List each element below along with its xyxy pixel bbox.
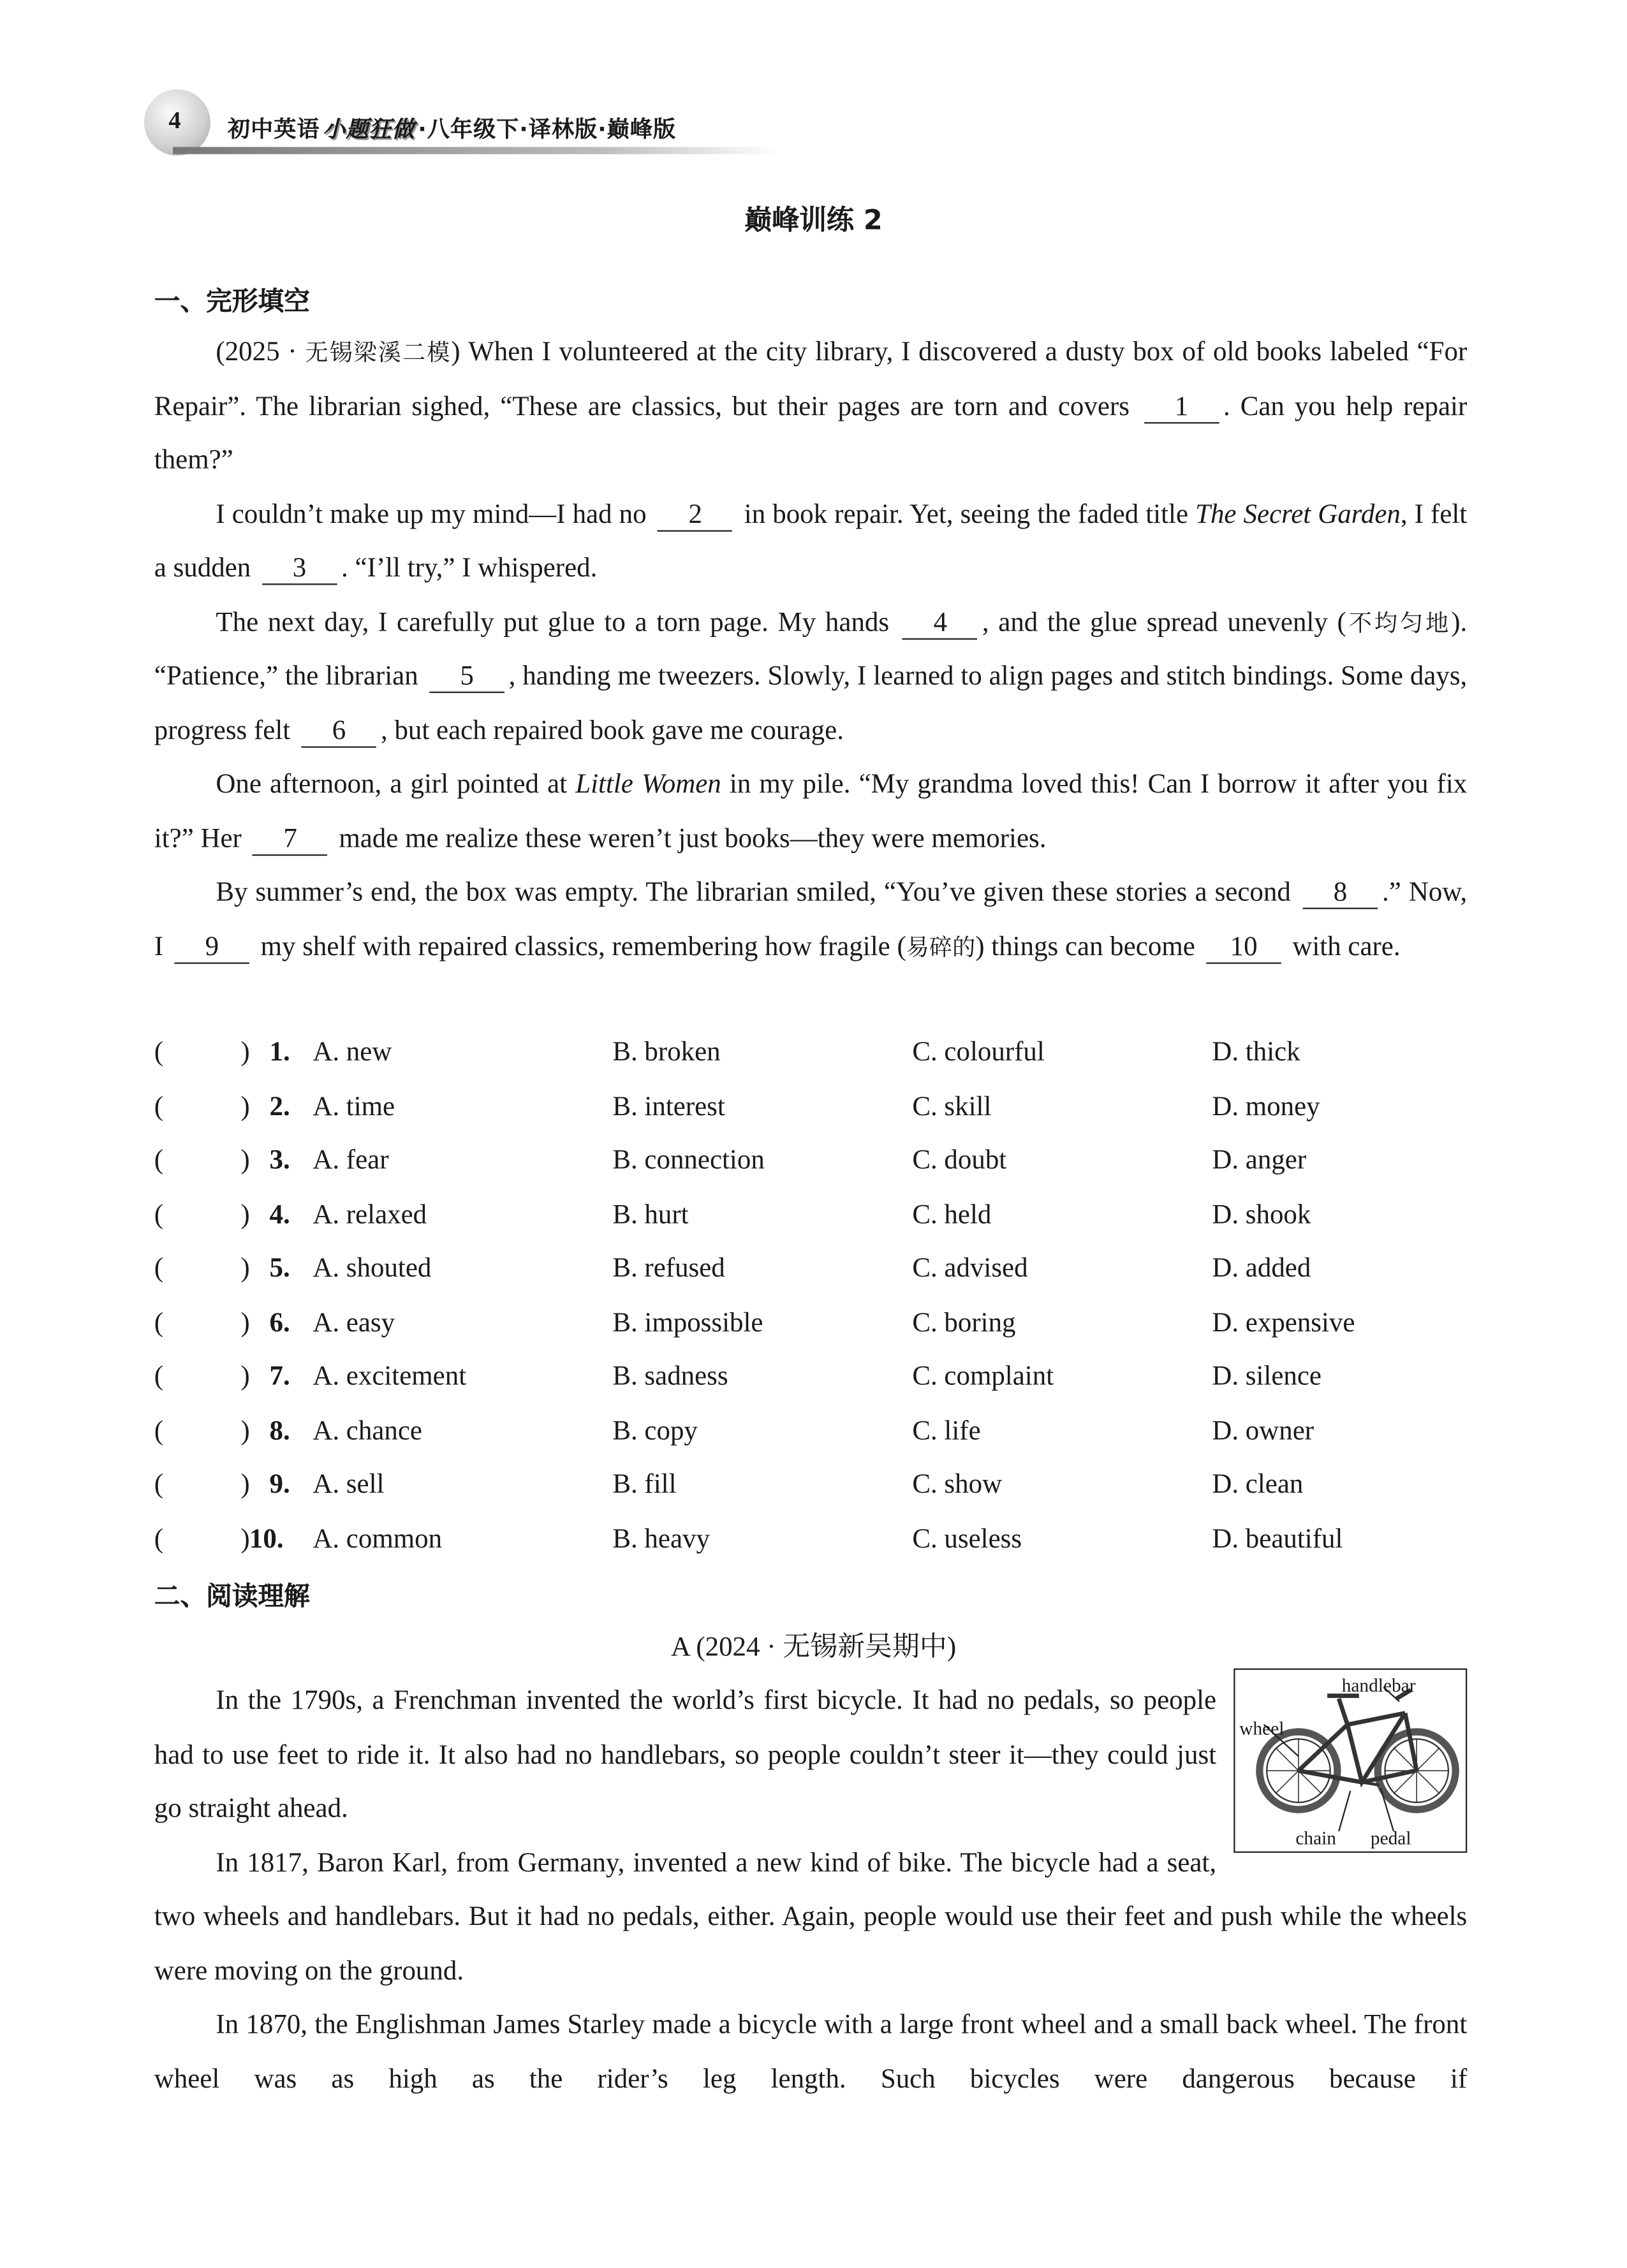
answer-blank[interactable]: 4 xyxy=(903,609,978,639)
question-number: 1. xyxy=(269,1037,290,1068)
option-a: A. new xyxy=(313,1037,392,1068)
text-run: In 1817, Baron Karl, from Germany, invented a new kind of bike. The bicycle had a seat, two wheels and handlebars. But it had no pedals, either. Again, people would use their feet and push while the wheels were moving on the ground. xyxy=(154,1847,1468,1986)
option-c: C. skill xyxy=(912,1091,992,1122)
option-b: B. connection xyxy=(612,1145,765,1176)
answer-paren-open[interactable]: ( xyxy=(154,1253,164,1284)
answer-blank[interactable]: 6 xyxy=(302,717,376,747)
book-title: The Secret Garden xyxy=(1195,499,1401,530)
text-run: , I felt a sudden xyxy=(154,499,1468,584)
answer-paren-open[interactable]: ( xyxy=(154,1361,164,1392)
paragraph xyxy=(154,1836,1467,1998)
answer-blank[interactable]: 7 xyxy=(253,825,327,855)
text-run: in my pile. “My grandma loved this! Can I borrow it after you fix it?” Her xyxy=(154,769,1468,854)
answer-blank[interactable]: 8 xyxy=(1303,879,1378,909)
answer-blank[interactable]: 10 xyxy=(1206,933,1281,963)
chinese-note: 无锡梁溪二模 xyxy=(305,339,452,366)
question-row xyxy=(154,1134,1467,1188)
text-run: .” Now, I xyxy=(154,877,1468,962)
question-row xyxy=(154,1458,1467,1512)
text-run: made me realize these weren’t just books—they were memories. xyxy=(332,823,1047,854)
question-row xyxy=(154,1188,1467,1242)
question-row xyxy=(154,1080,1467,1134)
option-b: B. fill xyxy=(612,1469,677,1500)
question-number: 2. xyxy=(269,1091,290,1122)
option-a: A. easy xyxy=(313,1307,395,1338)
option-a: A. relaxed xyxy=(313,1199,427,1230)
option-b: B. refused xyxy=(612,1253,725,1284)
option-c: C. life xyxy=(912,1416,981,1446)
option-d: D. beautiful xyxy=(1212,1523,1343,1554)
page-title: 巅峰训练 2 xyxy=(744,204,883,237)
option-c: C. held xyxy=(912,1199,992,1230)
question-row xyxy=(154,1242,1467,1296)
option-c: C. show xyxy=(912,1469,1003,1500)
option-a: A. time xyxy=(313,1091,395,1122)
text-run: ) When I volunteered at the city library, I discovered a dusty box of old books labeled “For Repair”. The librarian sighed, “These are classics, but their pages are torn and covers xyxy=(154,337,1468,421)
option-a: A. excitement xyxy=(313,1361,467,1392)
option-b: B. sadness xyxy=(612,1361,728,1392)
option-b: B. impossible xyxy=(612,1307,763,1338)
paragraph xyxy=(154,758,1467,866)
paragraph xyxy=(154,488,1467,596)
option-c: C. advised xyxy=(912,1253,1028,1284)
text-run: . Can you help repair them?” xyxy=(154,391,1468,476)
answer-paren-open[interactable]: ( xyxy=(154,1091,164,1122)
option-d: D. added xyxy=(1212,1253,1311,1284)
answer-paren-open[interactable]: ( xyxy=(154,1145,164,1176)
answer-paren-open[interactable]: ( xyxy=(154,1469,164,1500)
option-c: C. boring xyxy=(912,1307,1016,1338)
label-chain: chain xyxy=(1295,1827,1337,1849)
option-a: A. common xyxy=(313,1523,443,1554)
option-b: B. hurt xyxy=(612,1199,689,1230)
question-number: 9. xyxy=(269,1469,290,1500)
option-d: D. money xyxy=(1212,1091,1320,1122)
answer-blank[interactable]: 2 xyxy=(658,501,732,530)
option-b: B. broken xyxy=(612,1037,721,1068)
text-run: , handing me tweezers. Slowly, I learned to align pages and stitch bindings. Some days, progress felt xyxy=(154,661,1468,746)
option-a: A. shouted xyxy=(313,1253,432,1284)
answer-paren-open[interactable]: ( xyxy=(154,1307,164,1338)
option-c: C. doubt xyxy=(912,1145,1007,1176)
paragraph xyxy=(154,866,1467,974)
label-handlebar: handlebar xyxy=(1341,1674,1416,1696)
chinese-note: 不均匀地 xyxy=(1346,608,1452,636)
question-row xyxy=(154,1026,1467,1080)
text-run: ). “Patience,” the librarian xyxy=(154,607,1468,692)
option-c: C. useless xyxy=(912,1523,1022,1554)
answer-paren-close[interactable]: ) xyxy=(240,1469,250,1500)
bicycle-illustration xyxy=(1235,1670,1466,1852)
text-run: with care. xyxy=(1285,931,1401,962)
answer-blank[interactable]: 1 xyxy=(1144,393,1219,423)
text-run: In the 1790s, a Frenchman invented the world’s first bicycle. It had no pedals, so people had to use feet to ride it. It also had no handlebars, so people couldn’t steer it—they could just go straight ahead. xyxy=(154,1685,1217,1824)
option-d: D. thick xyxy=(1212,1037,1300,1068)
passage-title: A (2024 · 无锡新吴期中) xyxy=(670,1632,957,1663)
reading-passage xyxy=(154,1674,1467,2107)
section-heading-cloze: 一、完形填空 xyxy=(154,286,310,318)
paragraph xyxy=(154,326,1467,488)
page-number: 4 xyxy=(168,106,181,135)
answer-paren-close[interactable]: ) xyxy=(240,1253,250,1284)
text-run: , and the glue spread unevenly ( xyxy=(982,607,1346,638)
answer-paren-close[interactable]: ) xyxy=(240,1037,250,1068)
answer-blank[interactable]: 3 xyxy=(262,555,337,585)
question-number: 3. xyxy=(269,1145,290,1176)
answer-paren-open[interactable]: ( xyxy=(154,1037,164,1068)
option-b: B. heavy xyxy=(612,1523,710,1554)
bicycle-figure xyxy=(1233,1669,1467,1853)
option-b: B. interest xyxy=(612,1091,725,1122)
brand-logo: 小题狂做 xyxy=(323,115,415,143)
answer-paren-close[interactable]: ) xyxy=(240,1523,250,1554)
option-d: D. clean xyxy=(1212,1469,1304,1500)
question-row xyxy=(154,1296,1467,1350)
answer-paren-close[interactable]: ) xyxy=(240,1091,250,1122)
answer-blank[interactable]: 9 xyxy=(175,933,249,963)
answer-paren-open[interactable]: ( xyxy=(154,1199,164,1230)
option-c: C. complaint xyxy=(912,1361,1054,1392)
chinese-note: 易碎的 xyxy=(906,933,976,961)
question-number: 8. xyxy=(269,1416,290,1446)
question-number: 5. xyxy=(269,1253,290,1284)
question-number: 7. xyxy=(269,1361,290,1392)
option-c: C. colourful xyxy=(912,1037,1045,1068)
question-number: 10. xyxy=(249,1523,284,1554)
text-run: The next day, I carefully put glue to a torn page. My hands xyxy=(216,607,899,638)
text-run: my shelf with repaired classics, remembering how fragile ( xyxy=(253,931,906,962)
question-row xyxy=(154,1512,1467,1566)
page-header xyxy=(144,89,778,161)
text-run: One afternoon, a girl pointed at xyxy=(216,769,576,800)
book-title: Little Women xyxy=(575,769,721,800)
text-run: By summer’s end, the box was empty. The librarian smiled, “You’ve given these stories a second xyxy=(216,877,1299,908)
question-number: 4. xyxy=(269,1199,290,1230)
question-row xyxy=(154,1404,1467,1458)
answer-paren-open[interactable]: ( xyxy=(154,1523,164,1554)
answer-paren-open[interactable]: ( xyxy=(154,1416,164,1446)
option-a: A. fear xyxy=(313,1145,389,1176)
answer-paren-close[interactable]: ) xyxy=(240,1199,250,1230)
answer-paren-close[interactable]: ) xyxy=(240,1145,250,1176)
series-title xyxy=(228,112,676,144)
header-rule xyxy=(173,147,778,154)
option-d: D. owner xyxy=(1212,1416,1314,1446)
text-run: , but each repaired book gave me courage. xyxy=(380,715,844,746)
paragraph xyxy=(154,596,1467,757)
option-a: A. sell xyxy=(313,1469,385,1500)
option-d: D. anger xyxy=(1212,1145,1307,1176)
text-run: In 1870, the Englishman James Starley made a bicycle with a large front wheel and a small back wheel. The front wheel was as high as the rider’s leg length. Such bicycles were dangerous because if xyxy=(154,2010,1468,2095)
cloze-passage xyxy=(154,326,1467,974)
option-b: B. copy xyxy=(612,1416,698,1446)
series-suffix: ·八年级下·译林版·巅峰版 xyxy=(418,117,677,143)
option-d: D. silence xyxy=(1212,1361,1322,1392)
text-run: (2025 · xyxy=(216,337,306,368)
paragraph xyxy=(154,1998,1467,2106)
section-heading-reading: 二、阅读理解 xyxy=(154,1582,310,1613)
answer-blank[interactable]: 5 xyxy=(429,662,504,692)
answer-paren-close[interactable]: ) xyxy=(240,1307,250,1338)
text-run: in book repair. Yet, seeing the faded title xyxy=(737,499,1196,530)
label-pedal: pedal xyxy=(1370,1827,1411,1849)
option-a: A. chance xyxy=(313,1416,422,1446)
question-number: 6. xyxy=(269,1307,290,1338)
question-row xyxy=(154,1350,1467,1404)
answer-paren-close[interactable]: ) xyxy=(240,1416,250,1446)
option-d: D. expensive xyxy=(1212,1307,1355,1338)
text-run: ) things can become xyxy=(975,931,1202,962)
label-wheel: wheel xyxy=(1239,1717,1285,1739)
text-run: I couldn’t make up my mind—I had no xyxy=(216,499,654,530)
answer-paren-close[interactable]: ) xyxy=(240,1361,250,1392)
option-d: D. shook xyxy=(1212,1199,1311,1230)
series-prefix: 初中英语 xyxy=(228,117,320,143)
text-run: . “I’ll try,” I whispered. xyxy=(341,553,598,584)
